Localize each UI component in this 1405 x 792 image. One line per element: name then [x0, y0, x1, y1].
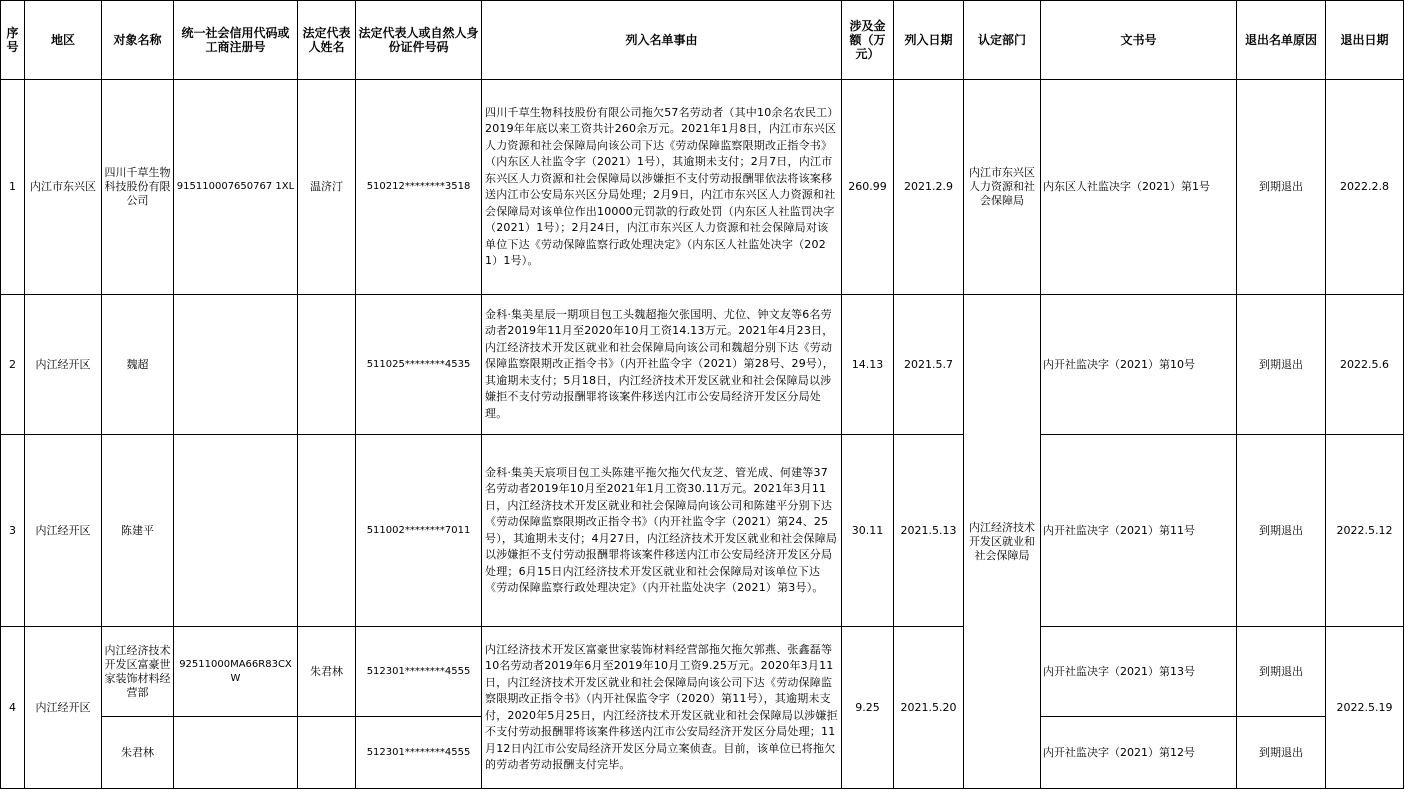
header-reason: 列入名单事由	[482, 1, 842, 80]
cell-name: 魏超	[102, 295, 174, 435]
header-id-number: 法定代表人或自然人身份证件号码	[356, 1, 482, 80]
table-row	[1, 435, 1404, 627]
cell-reason: 内江经济技术开发区富豪世家装饰材料经营部拖欠拖欠郭燕、张鑫磊等10名劳动者2019年6月至2019年10月工资9.25万元。2020年3月11日，内江经济技术开发区就业和社会保障局向该公司下达《劳动保障监察限期改正指令书》（内开社保监令字（2020）第11号），其逾期未支付，2020年5月25日，内江经济技术开发区就业和社会保障局以涉嫌拒不支付劳动报酬罪将该案件移送内江市公安局经济开发区分局处理；11月12日内江市公安局经济开发区分局立案侦查。目前，该单位已将拖欠的劳动者劳动报酬支付完毕。	[482, 627, 842, 789]
header-region: 地区	[25, 1, 102, 80]
cell-amount: 30.11	[842, 435, 894, 627]
header-legal-rep: 法定代表人姓名	[298, 1, 356, 80]
cell-region: 内江市东兴区	[25, 80, 102, 295]
header-amount: 涉及金额（万元）	[842, 1, 894, 80]
cell-legal-rep	[298, 435, 356, 627]
cell-name: 朱君林	[102, 717, 174, 789]
cell-exit-reason: 到期退出	[1237, 295, 1326, 435]
table-row	[1, 80, 1404, 295]
cell-document-number: 内东区人社监决字（2021）第1号	[1041, 80, 1237, 295]
cell-name: 陈建平	[102, 435, 174, 627]
cell-credit-code: 915110007650767 1XL	[174, 80, 298, 295]
cell-document-number: 内开社监决字（2021）第12号	[1041, 717, 1237, 789]
cell-exit-date: 2022.5.19	[1326, 627, 1404, 789]
header-department: 认定部门	[964, 1, 1041, 80]
cell-credit-code	[174, 717, 298, 789]
cell-legal-rep: 温济汀	[298, 80, 356, 295]
cell-seq: 3	[1, 435, 25, 627]
cell-amount: 14.13	[842, 295, 894, 435]
cell-legal-rep	[298, 295, 356, 435]
cell-exit-date: 2022.5.12	[1326, 435, 1404, 627]
cell-department: 内江市东兴区人力资源和社会保障局	[964, 80, 1041, 295]
cell-exit-reason: 到期退出	[1237, 435, 1326, 627]
cell-id-number: 511025********4535	[356, 295, 482, 435]
cell-id-number: 512301********4555	[356, 627, 482, 717]
cell-document-number: 内开社监决字（2021）第11号	[1041, 435, 1237, 627]
cell-credit-code	[174, 435, 298, 627]
cell-department-shared: 内江经济技术开发区就业和社会保障局	[964, 295, 1041, 789]
cell-id-number: 512301********4555	[356, 717, 482, 789]
header-exit-reason: 退出名单原因	[1237, 1, 1326, 80]
header-document-number: 文书号	[1041, 1, 1237, 80]
cell-exit-reason: 到期退出	[1237, 627, 1326, 717]
cell-credit-code	[174, 295, 298, 435]
cell-date-in: 2021.5.7	[894, 295, 964, 435]
cell-legal-rep	[298, 717, 356, 789]
header-row	[1, 1, 1404, 80]
header-credit-code: 统一社会信用代码或工商注册号	[174, 1, 298, 80]
cell-region: 内江经开区	[25, 295, 102, 435]
cell-document-number: 内开社监决字（2021）第10号	[1041, 295, 1237, 435]
cell-reason: 金科·集美星辰一期项目包工头魏超拖欠张国明、尤位、钟文友等6名劳动者2019年11月至2020年10月工资14.13万元。2021年4月23日，内江经济技术开发区就业和社会保障局向该公司和魏超分别下达《劳动保障监察限期改正指令书》（内开社监令字（2021）第28号、29号），其逾期未支付；5月18日，内江经济技术开发区就业和社会保障局以涉嫌拒不支付劳动报酬罪将该案件移送内江市公安局经济开发区分局处理。	[482, 295, 842, 435]
cell-credit-code: 92511000MA66R83CXW	[174, 627, 298, 717]
cell-seq: 4	[1, 627, 25, 789]
cell-seq: 2	[1, 295, 25, 435]
header-date-in: 列入日期	[894, 1, 964, 80]
cell-date-in: 2021.5.20	[894, 627, 964, 789]
header-name: 对象名称	[102, 1, 174, 80]
header-exit-date: 退出日期	[1326, 1, 1404, 80]
cell-date-in: 2021.5.13	[894, 435, 964, 627]
cell-id-number: 511002********7011	[356, 435, 482, 627]
cell-region: 内江经开区	[25, 435, 102, 627]
cell-name: 四川千草生物科技股份有限公司	[102, 80, 174, 295]
cell-exit-reason: 到期退出	[1237, 80, 1326, 295]
cell-exit-date: 2022.5.6	[1326, 295, 1404, 435]
header-seq: 序号	[1, 1, 25, 80]
cell-document-number: 内开社监决字（2021）第13号	[1041, 627, 1237, 717]
cell-exit-date: 2022.2.8	[1326, 80, 1404, 295]
cell-legal-rep: 朱君林	[298, 627, 356, 717]
cell-amount: 260.99	[842, 80, 894, 295]
cell-seq: 1	[1, 80, 25, 295]
cell-date-in: 2021.2.9	[894, 80, 964, 295]
cell-reason: 四川千草生物科技股份有限公司拖欠57名劳动者（其中10余名农民工）2019年年底以来工资共计260余万元。2021年1月8日，内江市东兴区人力资源和社会保障局向该公司下达《劳动保障监察限期改正指令书》（内东区人社监令字（2021）1号），其逾期未支付；2月7日，内江市东兴区人力资源和社会保障局以涉嫌拒不支付劳动报酬罪依法将该案移送内江市公安局东兴区分局处理；2月9日，内江市东兴区人力资源和社会保障局对该单位作出10000元罚款的行政处罚（内东区人社监罚决字（2021）1号）；2月24日，内江市东兴区人力资源和社会保障局对该单位下达《劳动保障监察行政处理决定》（内东区人社监处决字（2021）1号）。	[482, 80, 842, 295]
cell-exit-reason: 到期退出	[1237, 717, 1326, 789]
cell-region: 内江经开区	[25, 627, 102, 789]
table-row	[1, 627, 1404, 717]
table-row	[1, 295, 1404, 435]
cell-amount: 9.25	[842, 627, 894, 789]
cell-name: 内江经济技术开发区富豪世家装饰材料经营部	[102, 627, 174, 717]
cell-reason: 金科·集美天宸项目包工头陈建平拖欠拖欠代友芝、管光成、何建等37名劳动者2019年10月至2021年1月工资30.11万元。2021年3月11日，内江经济技术开发区就业和社会保障局向该公司和陈建平分别下达《劳动保障监察限期改正指令书》（内开社监令字（2021）第24、25号），其逾期未支付；4月27日，内江经济技术开发区就业和社会保障局以涉嫌拒不支付劳动报酬罪将该案件移送内江市公安局经济开发区分局处理；6月15日内江经济技术开发区就业和社会保障局对该单位下达《劳动保障监察行政处理决定》（内开社监处决字（2021）第3号）。	[482, 435, 842, 627]
cell-id-number: 510212********3518	[356, 80, 482, 295]
